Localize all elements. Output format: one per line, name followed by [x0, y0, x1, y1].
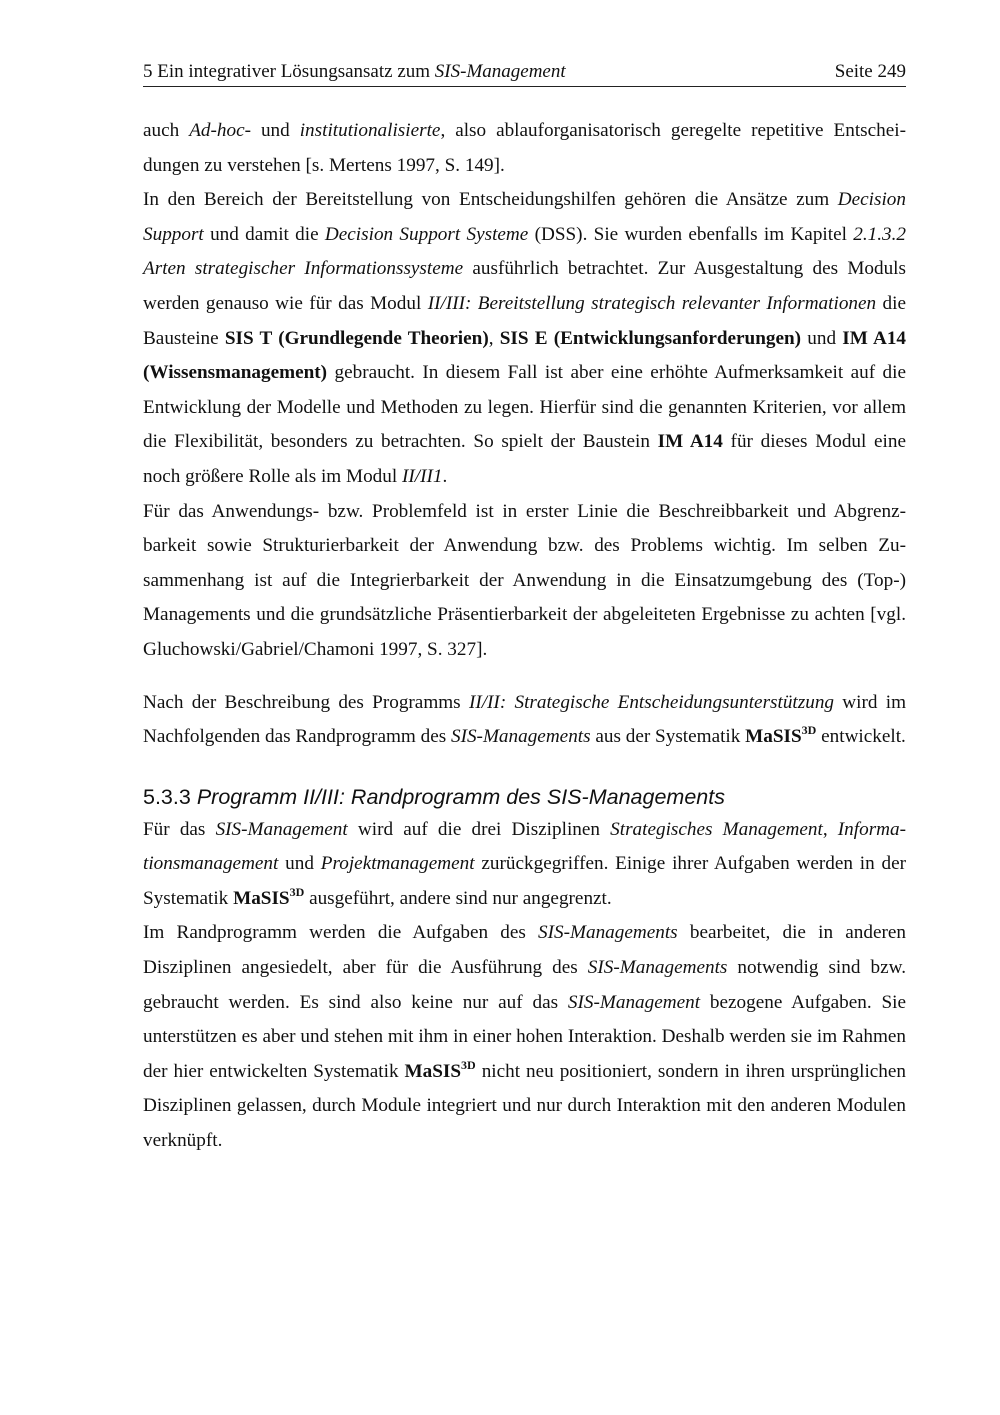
paragraph-3: Für das Anwendungs- bzw. Problemfeld ist in erster Linie die Beschreibbarkeit und Abgrenzbarkeit sowie Strukturierbarkeit der Anwendung bzw. des Problems wichtig. Im selben Zusammenhang ist auf die Integrierbarkeit der Anwendung in die Einsatzumgebung des (Top-) Managements und die grundsätzliche Präsentierbarkeit der abgeleiteten Ergebnisse zu achten [vgl. Gluchowski/Gabriel/Chamoni 1997, S. 327]. — [143, 500, 906, 660]
header-page-number: Seite 249 — [834, 61, 906, 82]
section-heading: 5.3.3 Programm II/III: Randprogramm des SIS-Managements — [143, 784, 725, 809]
body-text — [143, 114, 906, 1159]
paragraph-4: Nach der Beschreibung des Programms II/II: Strategische Entscheidungsunterstützung wird im Nachfolgenden das Randprogramm des SIS-Managements aus der Systematik MaSIS$^{3D}$ entwickelt. — [143, 691, 906, 748]
paragraph-6: Im Randprogramm werden die Aufgaben des SIS-Managements bearbeitet, die in anderen Disziplinen angesiedelt, aber für die Ausführung des SIS-Managements notwendig sind bzw. gebraucht werden. Es sind also keine nur auf das SIS-Management bezogene Aufgaben. Sie unterstützen es aber und stehen mit ihm in einer hohen Interaktion. Deshalb werden sie im Rahmen der hier entwickelten Systematik MaSIS$^{3D}$ nicht neu positioniert, sondern in ihren ursprünglichen Disziplinen gelassen, durch Module integriert und nur durch Interaktion mit den anderen Modulen verknüpft. — [143, 922, 907, 1152]
paragraph-gap — [143, 668, 906, 686]
header-chapter: 5 Ein integrativer Lösungsansatz zum SIS-Management — [143, 61, 566, 82]
paragraph-2: In den Bereich der Bereitstellung von Entscheidungshilfen gehören die Ansätze zum Decision Support und damit die Decision Support Systeme (DSS). Sie wurden ebenfalls im Kapitel 2.1.3.2 Arten strategischer Informationssysteme ausführlich betrachtet. Zur Ausgestaltung des Moduls werden genauso wie für das Modul II/III: Bereitstellung strategisch relevanter Informationen die Bausteine SIS T (Grundlegende Theorien), SIS E (Entwicklungsanforderungen) und IM A14 (Wissensmanagement) gebraucht. In diesem Fall ist aber eine erhöhte Aufmerksamkeit auf die Entwicklung der Modelle und Methoden zu legen. Hierfür sind die genannten Kriterien, vor allem die Flexibilität, besonders zu betrachten. So spielt der Baustein IM A14 für dieses Modul eine noch größere Rolle als im Modul II/II1. — [143, 189, 907, 487]
section-gap — [143, 755, 906, 781]
paragraph-5: Für das SIS-Management wird auf die drei Disziplinen Strategisches Management, Informationsmanagement und Projektmanagement zurückgegriffen. Einige ihrer Aufgaben werden in der Systematik MaSIS$^{3D}$ ausgeführt, andere sind nur angegrenzt. — [143, 818, 907, 909]
running-header — [143, 58, 906, 87]
paragraph-1: auch Ad-hoc- und institutionalisierte, also ablauforganisatorisch geregelte repetitive Entscheidungen zu verstehen [s. Mertens 1997, S. 149]. — [143, 120, 906, 176]
